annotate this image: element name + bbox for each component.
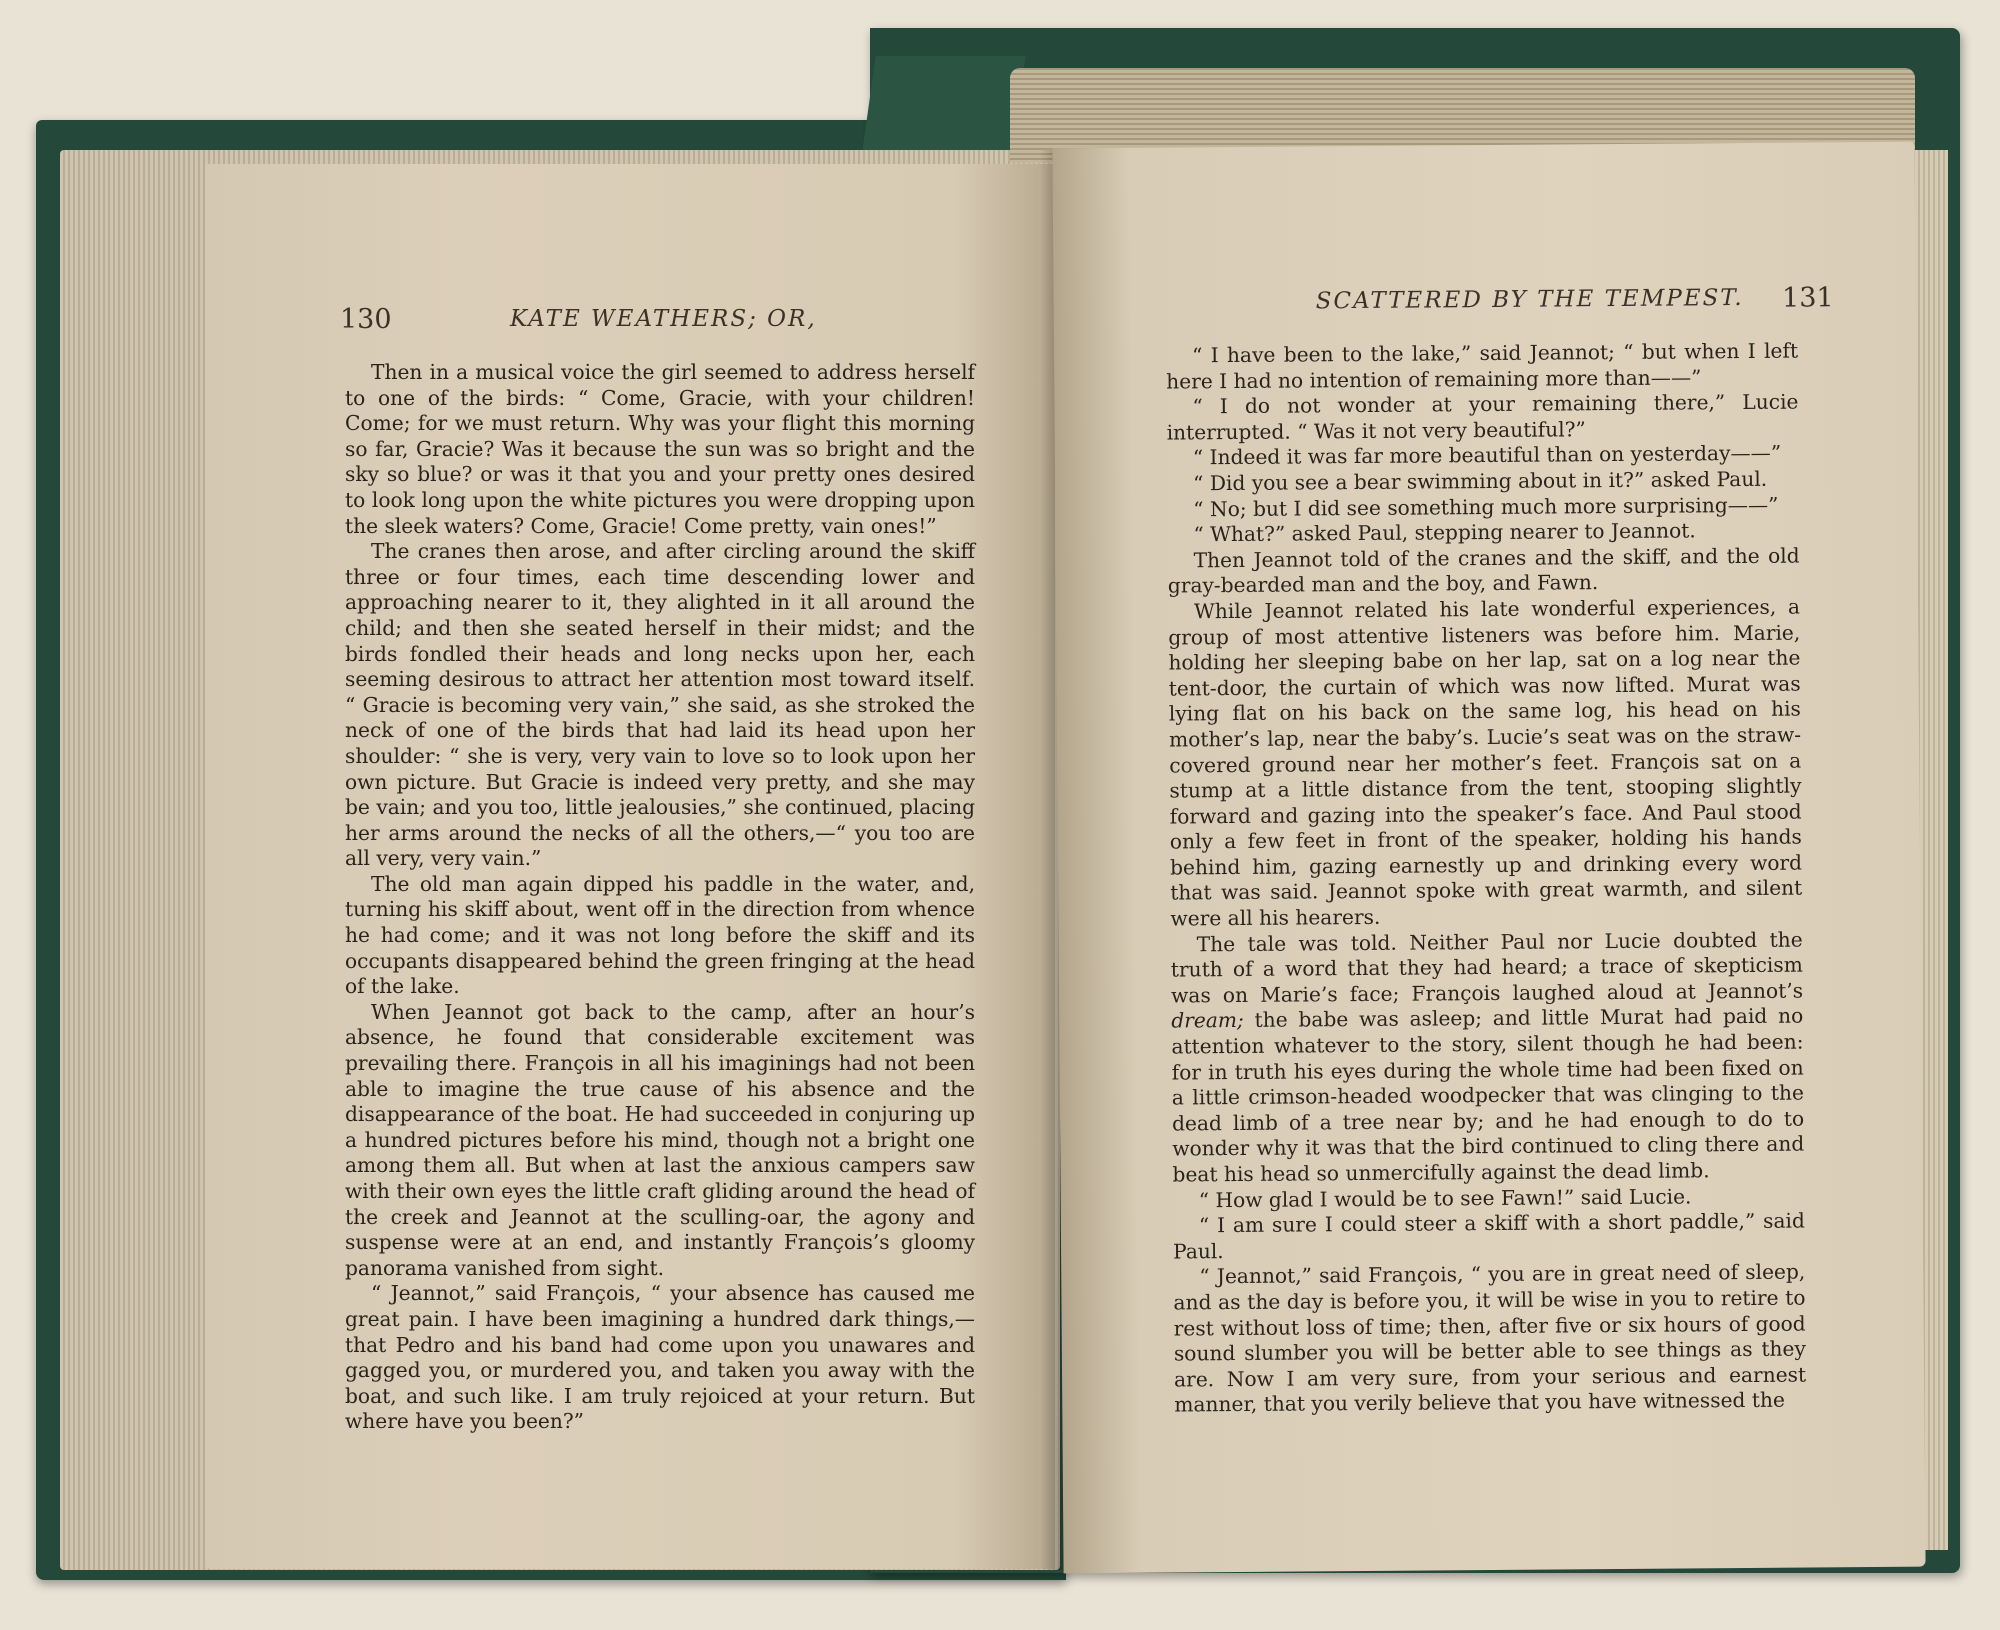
- left-page: [205, 164, 1055, 1569]
- paragraph: “ I have been to the lake,” said Jeannot; “ but when I left here I had no intention of remaining more than——”: [1166, 338, 1799, 394]
- paragraph: When Jeannot got back to the camp, after an hour’s absence, he found that considerable excitement was prevailing there. François in all his imaginings had not been able to imagine the true cause of his absence and the disappearance of the boat. He had succeeded in conjuring up a hundred pictures before his mind, though not a bright one among them all. But when at last the anxious campers saw with their own eyes the little craft gliding around the head of the creek and Jeannot at the sculling-oar, the agony and suspense were at an end, and instantly François’s gloomy panorama vanished from sight.: [345, 999, 975, 1280]
- paragraph: The old man again dipped his paddle in the water, and, turning his skiff about, went off in the direction from whence he had come; and it was not long before the skiff and its occupants disappeared behind the green fringing at the head of the lake.: [345, 871, 975, 999]
- paragraph: “ What?” asked Paul, stepping nearer to Jeannot.: [1193, 518, 1696, 547]
- paragraph: The cranes then arose, and after circling around the skiff three or four times, each time descending lower and approaching nearer to it, they alighted in it all around the child; and then she seated herself in their midst; and the birds fondled their heads and long necks upon her, each seeming desirous to attract her attention most toward itself. “ Gracie is becoming very vain,” she said, as she stroked the neck of one of the birds that had laid its head upon her shoulder: “ she is very, very vain to love so to look upon her own picture. But Gracie is indeed very pretty, and she may be vain; and you too, little jealousies,” she continued, placing her arms around the necks of all the others,—“ you too are all very, very vain.”: [345, 539, 975, 871]
- paragraph: “ I do not wonder at your remaining there,” Lucie interrupted. “ Was it not very beautiful?”: [1166, 389, 1799, 445]
- paragraph: [1171, 927, 1805, 1188]
- left-page-body: [345, 360, 975, 1435]
- left-page-header: [340, 304, 980, 344]
- paragraph: “ I am sure I could steer a skiff with a short paddle,” said Paul.: [1172, 1208, 1805, 1264]
- page-number: 131: [1781, 282, 1834, 314]
- paragraph: Then Jeannot told of the cranes and the skiff, and the old gray-bearded man and the boy, and Fawn.: [1167, 543, 1800, 598]
- right-page-body: [1166, 339, 1806, 1419]
- paragraph: “ Jeannot,” said François, “ your absence has caused me great pain. I have been imagining a hundred dark things,—that Pedro and his band had come upon you unawares and gagged you, or murdered you, and taken you away with the boat, and such like. I am truly rejoiced at your return. But where have you been?”: [345, 1281, 975, 1434]
- paragraph: “ Jeannot,” said François, “ you are in great need of sleep, and as the day is before you, it will be wise in you to retire to rest without loss of time; then, after five or six hours of good sound slumber you will be better able to see things as they are. Now I am very sure, from your serious and earnest manner, that you verily believe that you have witnessed the: [1173, 1259, 1807, 1417]
- paragraph: “ Did you see a bear swimming about in it?” asked Paul.: [1192, 466, 1768, 496]
- running-title: SCATTERED BY THE TEMPEST.: [1315, 284, 1744, 315]
- paragraph: “ No; but I did see something much more surprising——”: [1193, 492, 1779, 521]
- paragraph: “ Indeed it was far more beautiful than on yesterday——”: [1192, 441, 1782, 470]
- paragraph: “ How glad I would be to see Fawn!” said Lucie.: [1198, 1184, 1692, 1212]
- paragraph-text: the babe was asleep; and little Murat had paid no attention whatever to the story, silent though he had been: for in truth his eyes during the whole time had been fixed on a little crimson-headed woodpecker that was clinging to the dead limb of a tree near by; and he had enough to do to wonder why it was that the bird continued to cling there and beat his head so unmercifully against the dead limb.: [1171, 1003, 1805, 1187]
- emphasis-word: dream;: [1171, 1008, 1244, 1033]
- right-page-header: [1174, 282, 1834, 327]
- right-page: [1052, 142, 1925, 1574]
- page-number: 130: [340, 304, 392, 335]
- running-title: KATE WEATHERS; OR,: [510, 306, 817, 332]
- paragraph: While Jeannot related his late wonderful experiences, a group of most attentive listeners was before him. Marie, holding her sleeping babe on her lap, sat on a log near the tent-door, the curtain of which was now lifted. Murat was lying flat on his back on the same log, his head on his mother’s lap, near the baby’s. Lucie’s seat was on the straw-covered ground near her mother’s feet. François sat on a stump at a little distance from the tent, stooping slightly forward and gazing into the speaker’s face. And Paul stood only a few feet in front of the speaker, holding his hands behind him, gazing earnestly up and drinking every word that was said. Jeannot spoke with great warmth, and silent were all his hearers.: [1168, 594, 1803, 931]
- paragraph: Then in a musical voice the girl seemed to address herself to one of the birds: “ Come, Gracie, with your children! Come; for we must return. Why was your flight this morning so far, Gracie? Was it because the sun was so bright and the sky so blue? or was it that you and your pretty ones desired to look long upon the white pictures you were dropping upon the sleek waters? Come, Gracie! Come pretty, vain ones!”: [345, 360, 975, 538]
- paragraph-text: The tale was told. Neither Paul nor Lucie doubted the truth of a word that they had heard; a trace of skepticism was on Marie’s face; François laughed aloud at Jeannot’s: [1170, 927, 1804, 1008]
